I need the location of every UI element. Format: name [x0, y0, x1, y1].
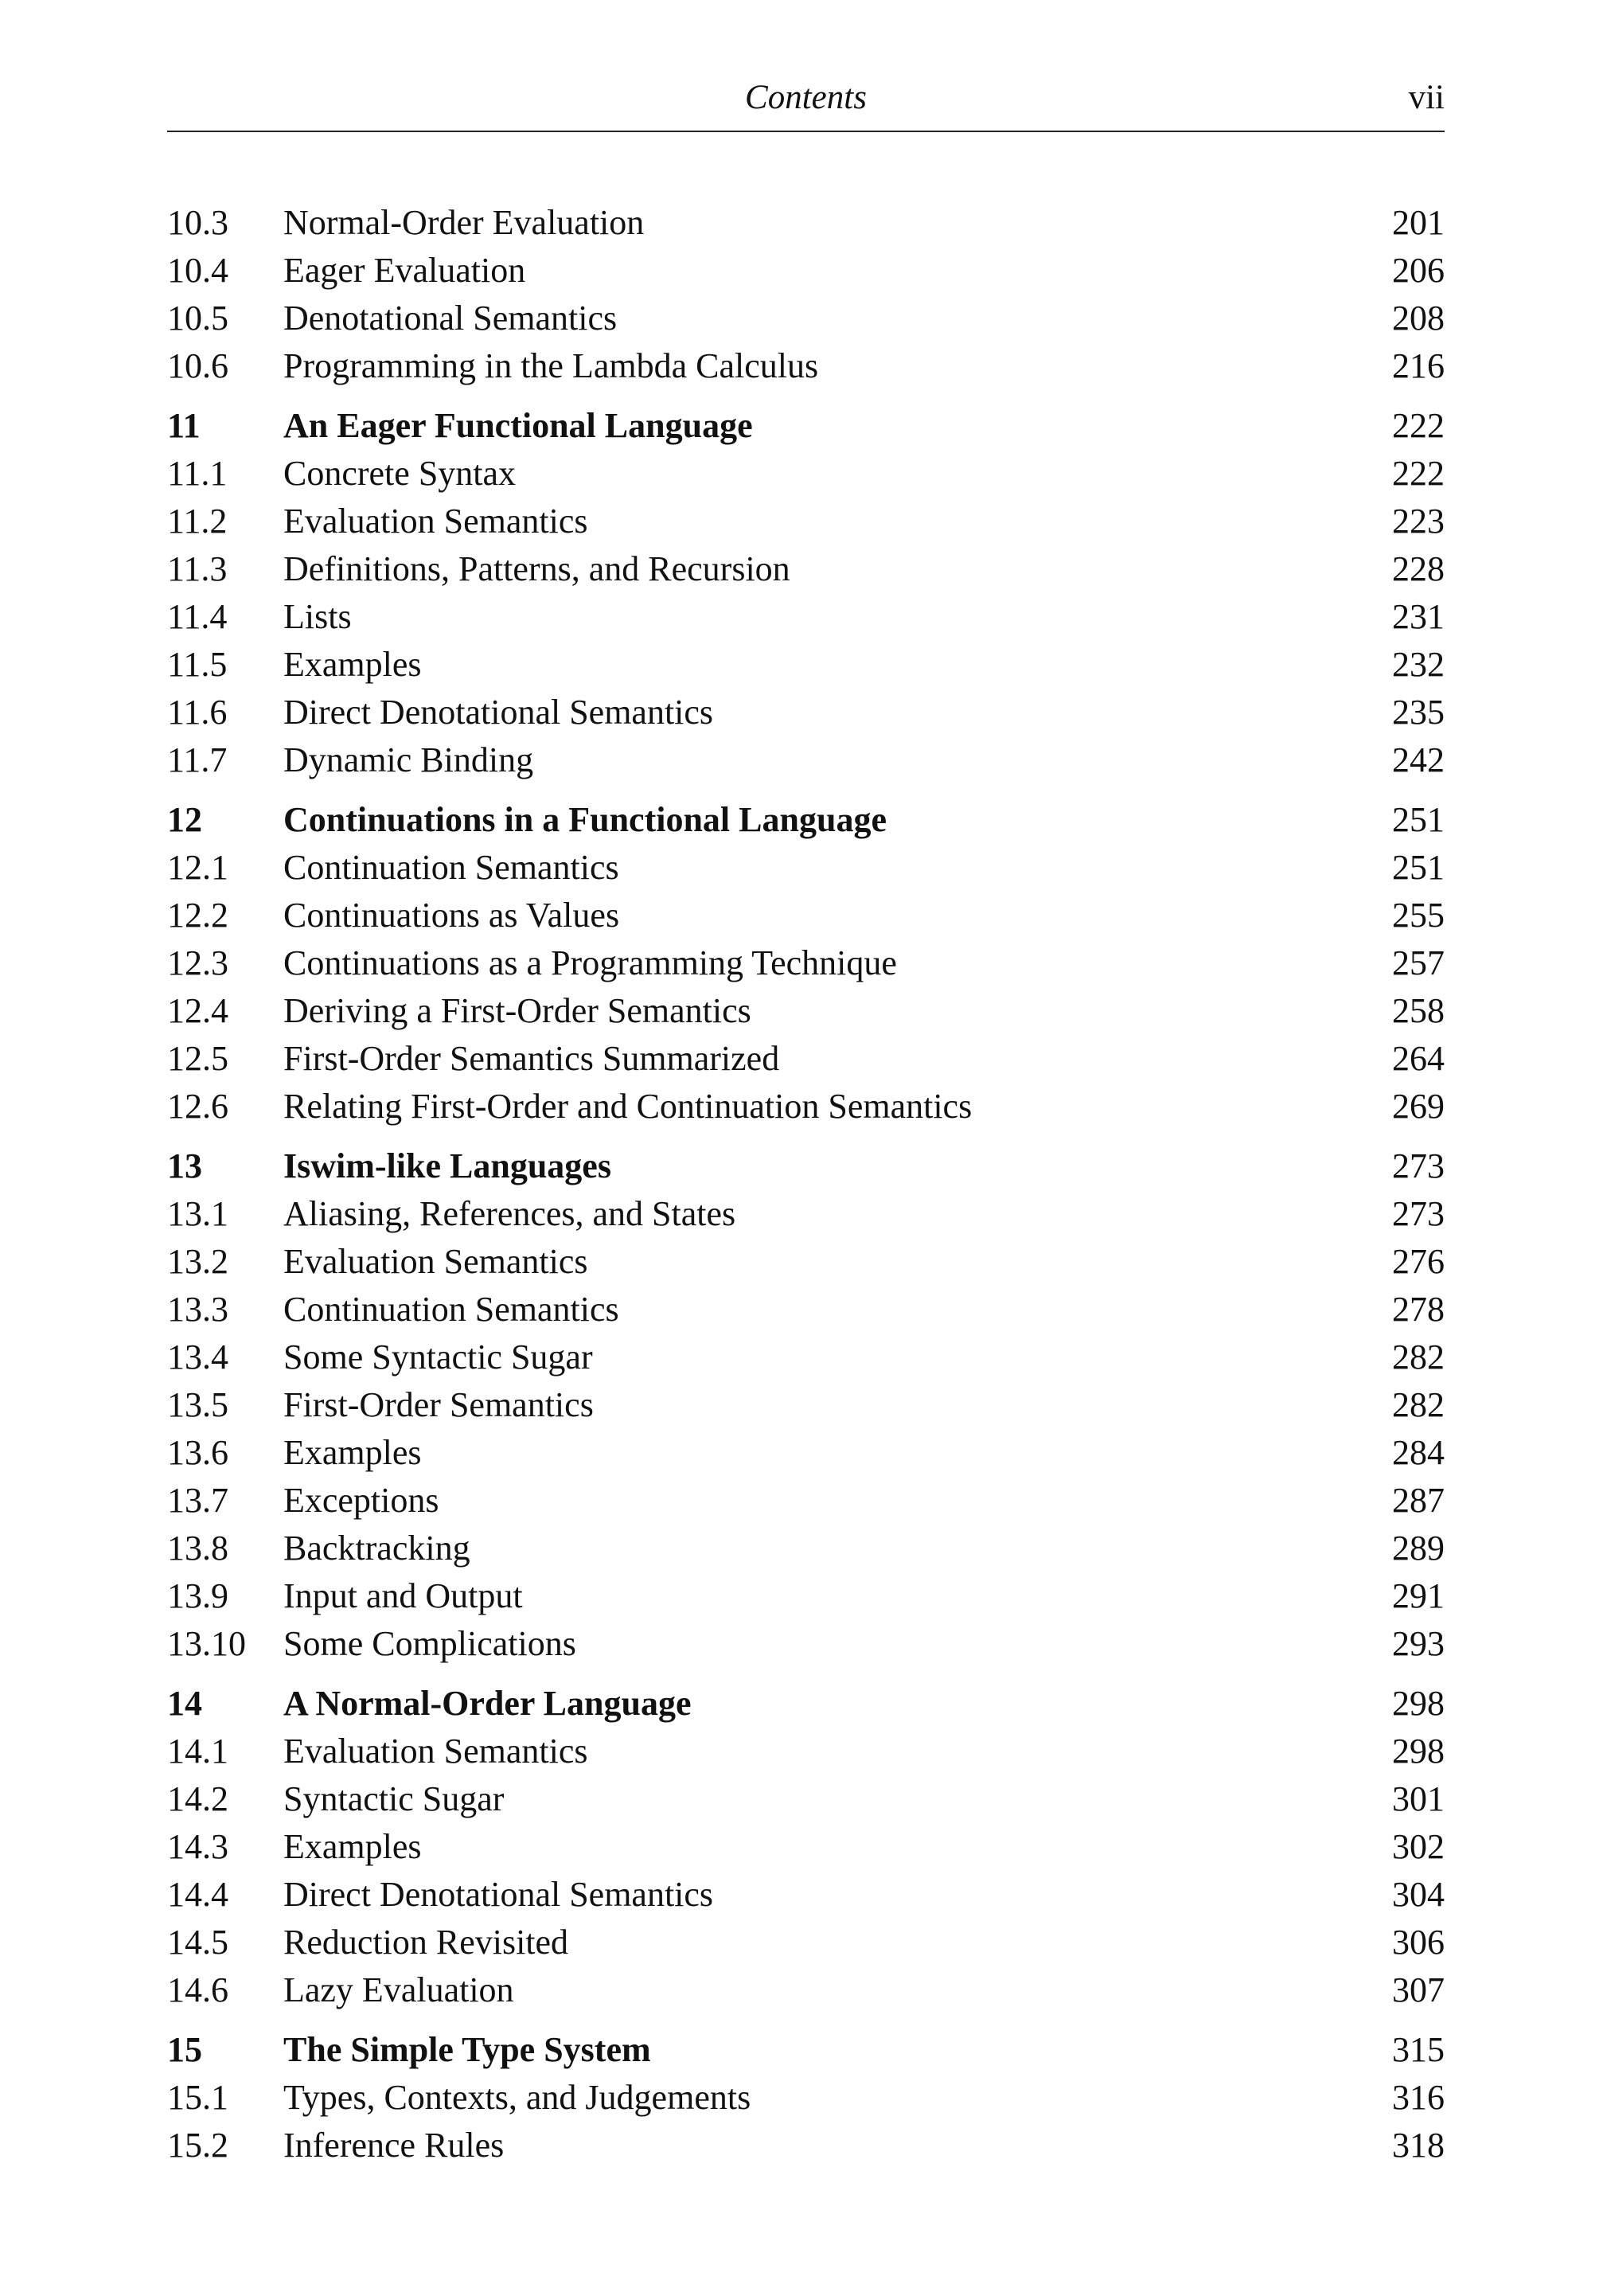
toc-entry-title: Direct Denotational Semantics	[283, 693, 714, 732]
toc-entry-title: Evaluation Semantics	[283, 1242, 588, 1281]
toc-section-row	[167, 1429, 1445, 1477]
toc-section-row	[167, 892, 1445, 939]
toc-section-row	[167, 450, 1445, 498]
toc-chapter-row	[167, 1142, 1445, 1190]
toc-entry-page: 208	[1392, 299, 1445, 338]
toc-entry-number: 13.10	[167, 1624, 246, 1663]
toc-section-row	[167, 689, 1445, 736]
toc-entry-number: 11.6	[167, 693, 228, 732]
toc-entry-title: The Simple Type System	[283, 2030, 651, 2069]
toc-section-row	[167, 844, 1445, 892]
toc-section-row	[167, 247, 1445, 295]
toc-entry-number: 12	[167, 800, 202, 839]
toc-section-row	[167, 1333, 1445, 1381]
toc-chapter-row	[167, 796, 1445, 844]
toc-entry-page: 276	[1392, 1242, 1445, 1281]
toc-entry-title: Lazy Evaluation	[283, 1970, 514, 2009]
running-title: Contents	[745, 79, 867, 116]
toc-section-row	[167, 1775, 1445, 1823]
toc-entry-page: 298	[1392, 1684, 1445, 1723]
toc-entry-title: Syntactic Sugar	[283, 1779, 505, 1818]
toc-entry-page: 315	[1392, 2030, 1445, 2069]
toc-entry-number: 13.7	[167, 1481, 228, 1520]
toc-section-row	[167, 498, 1445, 545]
toc-entry-title: Denotational Semantics	[283, 299, 618, 338]
toc-entry-page: 206	[1392, 251, 1445, 290]
toc-entry-number: 15.2	[167, 2126, 228, 2165]
toc-entry-number: 12.1	[167, 848, 228, 887]
toc-entry-page: 289	[1392, 1529, 1445, 1568]
toc-entry-number: 12.5	[167, 1039, 228, 1078]
toc-entry-title: Evaluation Semantics	[283, 1732, 588, 1771]
toc-entry-title: Continuations as Values	[283, 896, 620, 935]
toc-entry-title: First-Order Semantics	[283, 1385, 594, 1424]
toc-entry-title: Exceptions	[283, 1481, 439, 1520]
toc-entry-page: 231	[1392, 597, 1445, 636]
toc-entry-page: 273	[1392, 1146, 1445, 1185]
toc-entry-number: 10.3	[167, 203, 228, 242]
toc-entry-number: 12.3	[167, 943, 228, 982]
toc-entry-page: 307	[1392, 1970, 1445, 2009]
toc-entry-number: 11.3	[167, 549, 228, 588]
toc-entry-title: Deriving a First-Order Semantics	[283, 991, 751, 1030]
toc-entry-page: 304	[1392, 1875, 1445, 1914]
toc-entry-number: 10.6	[167, 346, 228, 385]
toc-entry-title: Programming in the Lambda Calculus	[283, 346, 819, 385]
toc-entry-number: 10.5	[167, 299, 228, 338]
toc-section-row	[167, 593, 1445, 641]
toc-entry-page: 235	[1392, 693, 1445, 732]
toc-entry-page: 318	[1392, 2126, 1445, 2165]
toc-entry-page: 301	[1392, 1779, 1445, 1818]
toc-entry-page: 258	[1392, 991, 1445, 1030]
toc-entry-title: Types, Contexts, and Judgements	[283, 2078, 751, 2117]
toc-entry-page: 251	[1392, 848, 1445, 887]
toc-entry-page: 284	[1392, 1433, 1445, 1472]
toc-entry-title: Examples	[283, 1433, 422, 1472]
toc-entry-number: 15.1	[167, 2078, 228, 2117]
toc-entry-number: 11.1	[167, 454, 228, 493]
running-header	[167, 78, 1445, 118]
toc-entry-title: Inference Rules	[283, 2126, 505, 2165]
toc-section-row	[167, 1572, 1445, 1620]
toc-entry-title: Some Syntactic Sugar	[283, 1337, 593, 1376]
toc-entry-page: 293	[1392, 1624, 1445, 1663]
toc-entry-number: 13.1	[167, 1194, 228, 1233]
toc-section-row	[167, 1823, 1445, 1871]
toc-entry-page: 306	[1392, 1923, 1445, 1962]
toc-section-row	[167, 545, 1445, 593]
toc-entry-number: 11.4	[167, 597, 228, 636]
toc-entry-number: 11.5	[167, 645, 228, 684]
toc-section-row	[167, 1477, 1445, 1525]
toc-entry-title: Lists	[283, 597, 352, 636]
toc-entry-page: 269	[1392, 1087, 1445, 1126]
toc-entry-number: 13.2	[167, 1242, 228, 1281]
toc-entry-title: Direct Denotational Semantics	[283, 1875, 714, 1914]
toc-section-row	[167, 342, 1445, 390]
toc-entry-number: 13.9	[167, 1576, 228, 1615]
toc-entry-page: 222	[1392, 406, 1445, 445]
toc-entry-title: Normal-Order Evaluation	[283, 203, 645, 242]
toc-entry-page: 242	[1392, 740, 1445, 779]
toc-entry-title: Iswim-like Languages	[283, 1146, 611, 1185]
toc-entry-page: 222	[1392, 454, 1445, 493]
toc-entry-number: 13.8	[167, 1529, 228, 1568]
toc-section-row	[167, 1919, 1445, 1966]
toc-entry-number: 14.6	[167, 1970, 228, 2009]
toc-entry-title: Backtracking	[283, 1529, 470, 1568]
toc-section-row	[167, 1286, 1445, 1333]
toc-entry-page: 201	[1392, 203, 1445, 242]
toc-entry-page: 282	[1392, 1385, 1445, 1424]
toc-chapter-row	[167, 1680, 1445, 1728]
toc-entry-number: 11.2	[167, 502, 228, 541]
toc-entry-page: 298	[1392, 1732, 1445, 1771]
toc-entry-title: Aliasing, References, and States	[283, 1194, 736, 1233]
toc-entry-title: Relating First-Order and Continuation Semantics	[283, 1087, 973, 1126]
toc-entry-title: Dynamic Binding	[283, 740, 534, 779]
toc-chapter-row	[167, 2026, 1445, 2074]
toc-entry-title: Concrete Syntax	[283, 454, 517, 493]
toc-entry-number: 14.5	[167, 1923, 228, 1962]
toc-entry-number: 13.3	[167, 1290, 228, 1329]
toc-entry-page: 228	[1392, 549, 1445, 588]
toc-section-row	[167, 2122, 1445, 2169]
toc-entry-title: Some Complications	[283, 1624, 576, 1663]
toc-entry-number: 12.2	[167, 896, 228, 935]
toc-entry-number: 14	[167, 1684, 202, 1723]
toc-section-row	[167, 1381, 1445, 1429]
toc-entry-title: Evaluation Semantics	[283, 502, 588, 541]
toc-entry-title: Examples	[283, 645, 422, 684]
toc-entry-number: 14.2	[167, 1779, 228, 1818]
toc-entry-number: 13.6	[167, 1433, 228, 1472]
toc-entry-title: First-Order Semantics Summarized	[283, 1039, 780, 1078]
toc-entry-number: 14.3	[167, 1827, 228, 1866]
toc-entry-number: 15	[167, 2030, 202, 2069]
toc-entry-page: 291	[1392, 1576, 1445, 1615]
toc-section-row	[167, 1525, 1445, 1572]
toc-section-row	[167, 1035, 1445, 1083]
header-rule	[167, 131, 1445, 132]
table-of-contents	[167, 199, 1445, 2169]
toc-entry-title: Input and Output	[283, 1576, 523, 1615]
toc-entry-page: 282	[1392, 1337, 1445, 1376]
toc-entry-title: Continuations as a Programming Technique	[283, 943, 897, 982]
toc-entry-title: An Eager Functional Language	[283, 406, 753, 445]
toc-entry-page: 255	[1392, 896, 1445, 935]
toc-section-row	[167, 1083, 1445, 1130]
toc-section-row	[167, 1190, 1445, 1238]
toc-entry-page: 278	[1392, 1290, 1445, 1329]
toc-section-row	[167, 1728, 1445, 1775]
toc-section-row	[167, 987, 1445, 1035]
toc-entry-number: 14.1	[167, 1732, 228, 1771]
toc-entry-page: 287	[1392, 1481, 1445, 1520]
toc-section-row	[167, 199, 1445, 247]
toc-entry-page: 316	[1392, 2078, 1445, 2117]
toc-entry-title: Definitions, Patterns, and Recursion	[283, 549, 790, 588]
toc-entry-page: 264	[1392, 1039, 1445, 1078]
toc-section-row	[167, 641, 1445, 689]
toc-entry-title: Continuation Semantics	[283, 848, 619, 887]
toc-section-row	[167, 295, 1445, 342]
toc-entry-page: 273	[1392, 1194, 1445, 1233]
toc-entry-number: 14.4	[167, 1875, 228, 1914]
toc-section-row	[167, 939, 1445, 987]
toc-entry-title: Reduction Revisited	[283, 1923, 569, 1962]
toc-entry-number: 13.4	[167, 1337, 228, 1376]
toc-entry-page: 257	[1392, 943, 1445, 982]
toc-entry-number: 11	[167, 406, 201, 445]
page-number: vii	[1408, 79, 1445, 116]
toc-entry-page: 216	[1392, 346, 1445, 385]
toc-section-row	[167, 1871, 1445, 1919]
toc-entry-title: Continuations in a Functional Language	[283, 800, 887, 839]
toc-entry-title: Continuation Semantics	[283, 1290, 619, 1329]
toc-entry-number: 13	[167, 1146, 202, 1185]
toc-section-row	[167, 736, 1445, 784]
toc-entry-title: A Normal-Order Language	[283, 1684, 692, 1723]
toc-section-row	[167, 1620, 1445, 1668]
toc-entry-page: 232	[1392, 645, 1445, 684]
toc-entry-number: 12.4	[167, 991, 228, 1030]
toc-entry-number: 13.5	[167, 1385, 228, 1424]
toc-chapter-row	[167, 402, 1445, 450]
toc-section-row	[167, 1966, 1445, 2014]
toc-section-row	[167, 2074, 1445, 2122]
toc-entry-page: 302	[1392, 1827, 1445, 1866]
toc-entry-number: 12.6	[167, 1087, 228, 1126]
toc-entry-page: 223	[1392, 502, 1445, 541]
toc-entry-title: Examples	[283, 1827, 422, 1866]
toc-entry-number: 10.4	[167, 251, 228, 290]
toc-entry-page: 251	[1392, 800, 1445, 839]
toc-entry-number: 11.7	[167, 740, 228, 779]
toc-entry-title: Eager Evaluation	[283, 251, 526, 290]
toc-section-row	[167, 1238, 1445, 1286]
